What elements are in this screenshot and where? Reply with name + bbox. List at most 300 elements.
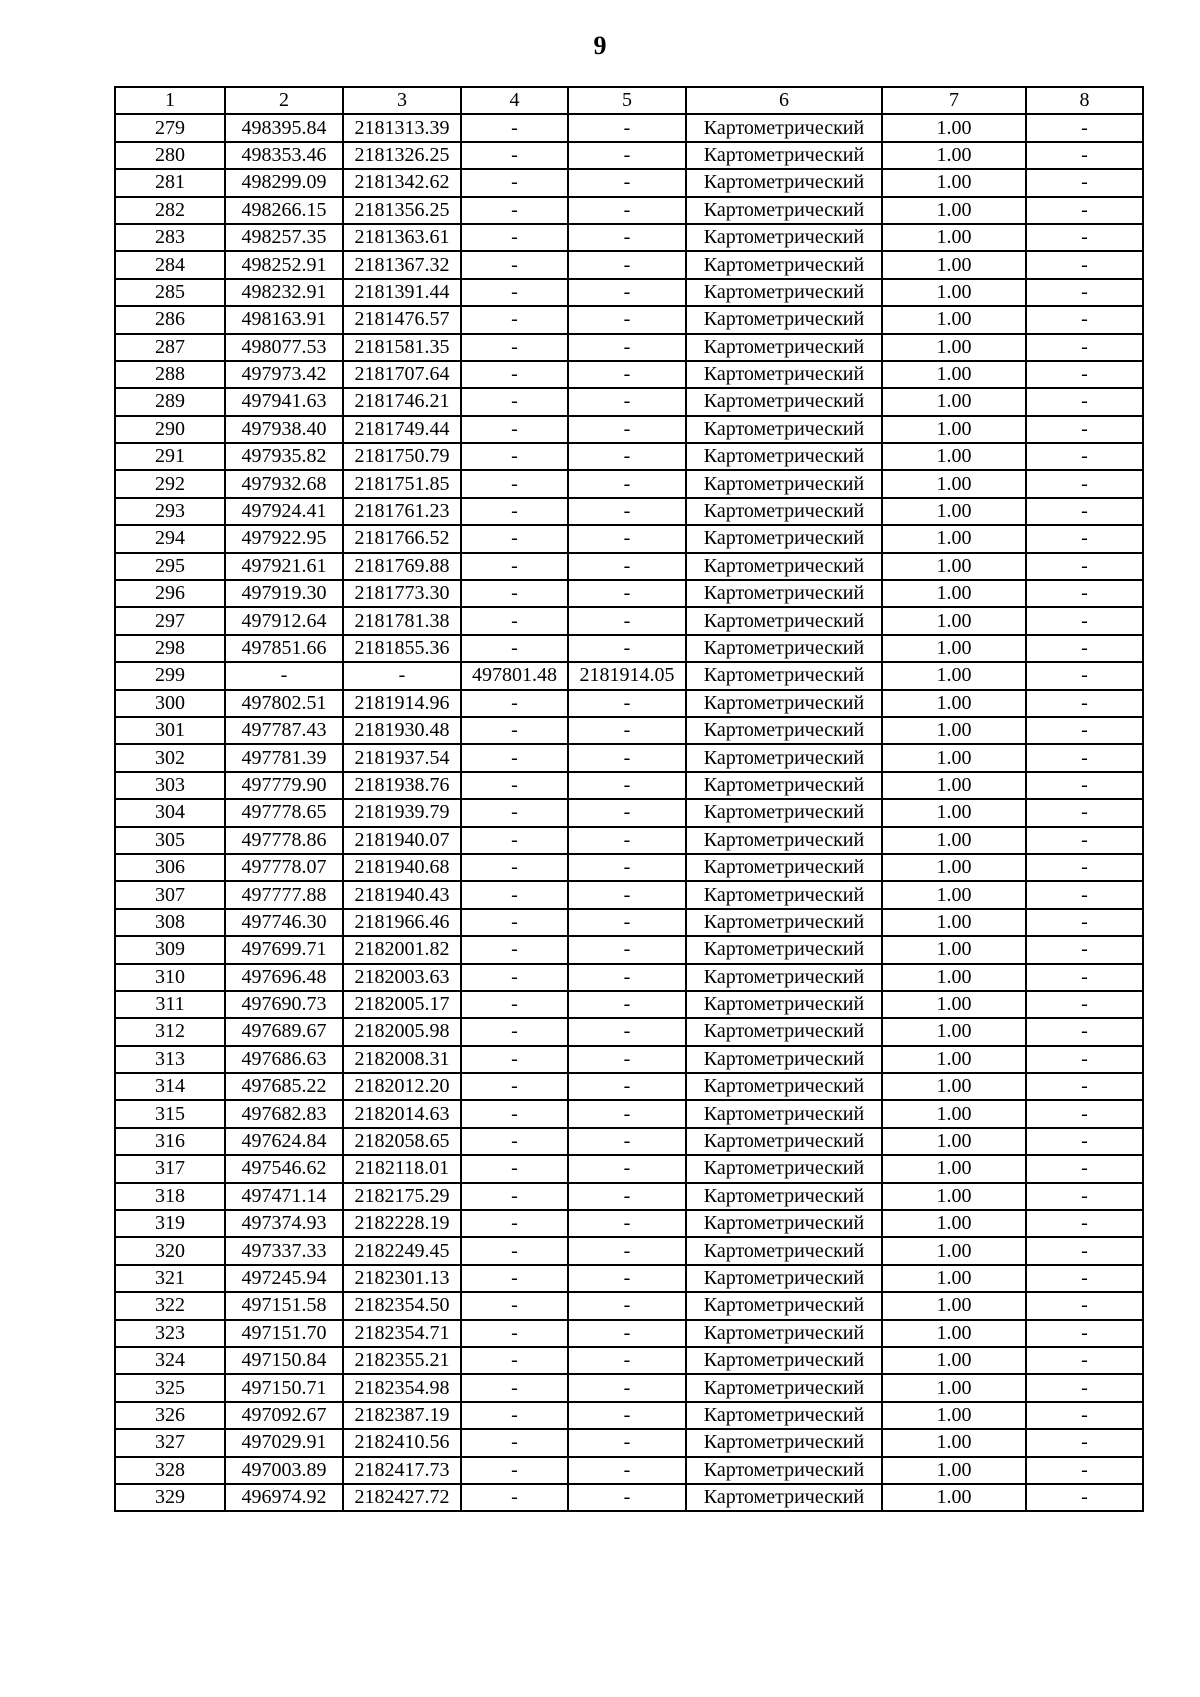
table-cell: 497924.41 — [225, 498, 343, 525]
table-cell: 1.00 — [882, 1183, 1026, 1210]
table-cell: - — [461, 772, 568, 799]
table-cell: 497941.63 — [225, 388, 343, 415]
column-header: 4 — [461, 87, 568, 114]
table-cell: 313 — [115, 1046, 225, 1073]
table-cell: - — [1026, 1429, 1143, 1456]
table-cell: - — [461, 114, 568, 141]
table-cell: 1.00 — [882, 279, 1026, 306]
table-cell: 2181707.64 — [343, 361, 461, 388]
table-cell: Картометрический — [686, 909, 882, 936]
page-number: 9 — [593, 31, 607, 60]
table-cell: - — [461, 827, 568, 854]
table-cell: - — [461, 553, 568, 580]
table-cell: Картометрический — [686, 1237, 882, 1264]
table-cell: - — [568, 525, 686, 552]
table-cell: - — [1026, 881, 1143, 908]
table-cell: - — [1026, 525, 1143, 552]
table-cell: Картометрический — [686, 717, 882, 744]
table-cell: 497689.67 — [225, 1018, 343, 1045]
table-cell: 1.00 — [882, 662, 1026, 689]
table-cell: - — [568, 827, 686, 854]
table-cell: 498232.91 — [225, 279, 343, 306]
table-cell: - — [568, 1155, 686, 1182]
table-cell: 308 — [115, 909, 225, 936]
table-cell: Картометрический — [686, 881, 882, 908]
table-cell: 1.00 — [882, 854, 1026, 881]
table-cell: 2182354.50 — [343, 1292, 461, 1319]
table-cell: Картометрический — [686, 142, 882, 169]
table-cell: - — [461, 306, 568, 333]
table-row — [115, 881, 1143, 908]
table-cell: 302 — [115, 744, 225, 771]
table-cell: - — [568, 470, 686, 497]
table-cell: - — [568, 224, 686, 251]
table-cell: 1.00 — [882, 1292, 1026, 1319]
table-cell: - — [461, 251, 568, 278]
table-cell: 2181342.62 — [343, 169, 461, 196]
table-cell: 498299.09 — [225, 169, 343, 196]
table-row — [115, 1073, 1143, 1100]
table-row — [115, 1018, 1143, 1045]
table-cell: 319 — [115, 1210, 225, 1237]
table-cell: 497092.67 — [225, 1402, 343, 1429]
table-cell: 1.00 — [882, 443, 1026, 470]
table-cell: - — [1026, 1292, 1143, 1319]
table-cell: Картометрический — [686, 1402, 882, 1429]
table-cell: - — [568, 1484, 686, 1511]
table-cell: 2181781.38 — [343, 607, 461, 634]
table-cell: - — [461, 169, 568, 196]
table-cell: 497151.70 — [225, 1320, 343, 1347]
table-cell: - — [461, 717, 568, 744]
table-cell: 321 — [115, 1265, 225, 1292]
table-cell: 1.00 — [882, 197, 1026, 224]
table-cell: Картометрический — [686, 580, 882, 607]
table-cell: 497029.91 — [225, 1429, 343, 1456]
table-cell: 315 — [115, 1100, 225, 1127]
table-cell: 498353.46 — [225, 142, 343, 169]
table-cell: - — [461, 1155, 568, 1182]
table-cell: 294 — [115, 525, 225, 552]
table-cell: 296 — [115, 580, 225, 607]
table-cell: - — [568, 169, 686, 196]
table-cell: 1.00 — [882, 909, 1026, 936]
table-cell: - — [1026, 690, 1143, 717]
table-cell: - — [568, 635, 686, 662]
table-cell: Картометрический — [686, 279, 882, 306]
table-row — [115, 197, 1143, 224]
table-cell: - — [568, 881, 686, 908]
table-cell: 2181326.25 — [343, 142, 461, 169]
table-cell: 2182058.65 — [343, 1128, 461, 1155]
table-cell: Картометрический — [686, 772, 882, 799]
table-cell: 2181363.61 — [343, 224, 461, 251]
table-cell: 2181940.07 — [343, 827, 461, 854]
table-cell: 316 — [115, 1128, 225, 1155]
table-cell: - — [461, 854, 568, 881]
table-cell: - — [568, 1128, 686, 1155]
table-cell: 1.00 — [882, 607, 1026, 634]
table-cell: - — [1026, 827, 1143, 854]
table-cell: Картометрический — [686, 1073, 882, 1100]
table-cell: 1.00 — [882, 1210, 1026, 1237]
table-cell: 1.00 — [882, 525, 1026, 552]
table-cell: 2182301.13 — [343, 1265, 461, 1292]
table-cell: - — [568, 416, 686, 443]
table-cell: Картометрический — [686, 1374, 882, 1401]
table-cell: - — [1026, 498, 1143, 525]
table-cell: 2181930.48 — [343, 717, 461, 744]
table-row — [115, 142, 1143, 169]
table-row — [115, 1237, 1143, 1264]
table-cell: - — [568, 1402, 686, 1429]
table-cell: 1.00 — [882, 1155, 1026, 1182]
table-cell: 497686.63 — [225, 1046, 343, 1073]
table-cell: - — [568, 772, 686, 799]
table-cell: - — [568, 306, 686, 333]
table-cell: 497787.43 — [225, 717, 343, 744]
table-cell: 298 — [115, 635, 225, 662]
table-cell: - — [1026, 991, 1143, 1018]
table-cell: 1.00 — [882, 1237, 1026, 1264]
table-cell: Картометрический — [686, 827, 882, 854]
table-cell: 289 — [115, 388, 225, 415]
table-cell: 287 — [115, 334, 225, 361]
table-cell: 497778.86 — [225, 827, 343, 854]
table-cell: - — [461, 1320, 568, 1347]
table-cell: - — [461, 443, 568, 470]
table-cell: 1.00 — [882, 1046, 1026, 1073]
table-cell: 2181938.76 — [343, 772, 461, 799]
table-cell: - — [568, 964, 686, 991]
table-cell: - — [568, 1320, 686, 1347]
table-cell: 1.00 — [882, 690, 1026, 717]
table-cell: Картометрический — [686, 1457, 882, 1484]
table-cell: - — [1026, 580, 1143, 607]
table-cell: - — [1026, 662, 1143, 689]
table-cell: 2182417.73 — [343, 1457, 461, 1484]
table-cell: - — [343, 662, 461, 689]
table-cell: - — [461, 470, 568, 497]
table-cell: Картометрический — [686, 388, 882, 415]
table-cell: 1.00 — [882, 1484, 1026, 1511]
table-cell: - — [568, 991, 686, 1018]
table-cell: 2181761.23 — [343, 498, 461, 525]
table-row — [115, 799, 1143, 826]
table-cell: - — [1026, 169, 1143, 196]
table-row — [115, 991, 1143, 1018]
table-cell: 497922.95 — [225, 525, 343, 552]
table-cell: 1.00 — [882, 1347, 1026, 1374]
table-row — [115, 662, 1143, 689]
table-cell: 2182001.82 — [343, 936, 461, 963]
table-cell: 497851.66 — [225, 635, 343, 662]
table-cell: 497696.48 — [225, 964, 343, 991]
table-cell: 497801.48 — [461, 662, 568, 689]
table-cell: 306 — [115, 854, 225, 881]
table-cell: - — [568, 443, 686, 470]
table-cell: 497932.68 — [225, 470, 343, 497]
table-row — [115, 1429, 1143, 1456]
table-cell: - — [461, 580, 568, 607]
table-cell: Картометрический — [686, 936, 882, 963]
table-cell: - — [568, 1429, 686, 1456]
table-cell: - — [461, 361, 568, 388]
table-row — [115, 470, 1143, 497]
table-cell: - — [568, 553, 686, 580]
table-cell: Картометрический — [686, 1183, 882, 1210]
table-cell: - — [1026, 1046, 1143, 1073]
table-cell: 497912.64 — [225, 607, 343, 634]
table-cell: 1.00 — [882, 1100, 1026, 1127]
table-cell: 280 — [115, 142, 225, 169]
table-cell: - — [1026, 1018, 1143, 1045]
table-cell: - — [461, 1100, 568, 1127]
table-cell: - — [1026, 388, 1143, 415]
table-cell: 497781.39 — [225, 744, 343, 771]
table-cell: 314 — [115, 1073, 225, 1100]
table-cell: 497471.14 — [225, 1183, 343, 1210]
table-cell: 2182249.45 — [343, 1237, 461, 1264]
table-cell: - — [568, 936, 686, 963]
table-cell: 1.00 — [882, 169, 1026, 196]
table-cell: 2181914.05 — [568, 662, 686, 689]
table-cell: 279 — [115, 114, 225, 141]
table-cell: - — [568, 114, 686, 141]
column-header: 8 — [1026, 87, 1143, 114]
table-cell: 2182228.19 — [343, 1210, 461, 1237]
table-cell: - — [568, 580, 686, 607]
table-cell: 286 — [115, 306, 225, 333]
table-row — [115, 772, 1143, 799]
table-cell: 2181773.30 — [343, 580, 461, 607]
table-cell: 2182410.56 — [343, 1429, 461, 1456]
table-row — [115, 1320, 1143, 1347]
table-cell: - — [461, 881, 568, 908]
table-cell: 497151.58 — [225, 1292, 343, 1319]
table-cell: - — [1026, 964, 1143, 991]
table-cell: Картометрический — [686, 525, 882, 552]
table-cell: - — [1026, 197, 1143, 224]
table-cell: 307 — [115, 881, 225, 908]
table-cell: 1.00 — [882, 827, 1026, 854]
table-cell: - — [461, 635, 568, 662]
table-cell: 2181855.36 — [343, 635, 461, 662]
table-cell: - — [1026, 799, 1143, 826]
table-row — [115, 635, 1143, 662]
table-cell: - — [461, 991, 568, 1018]
table-cell: 312 — [115, 1018, 225, 1045]
table-cell: 299 — [115, 662, 225, 689]
table-cell: 1.00 — [882, 388, 1026, 415]
table-cell: - — [568, 717, 686, 744]
table-cell: 497624.84 — [225, 1128, 343, 1155]
table-cell: - — [461, 690, 568, 717]
table-cell: - — [461, 142, 568, 169]
table-cell: - — [568, 1183, 686, 1210]
table-cell: 1.00 — [882, 224, 1026, 251]
table-cell: - — [568, 142, 686, 169]
table-cell: 326 — [115, 1402, 225, 1429]
table-cell: 1.00 — [882, 416, 1026, 443]
table-cell: 2181914.96 — [343, 690, 461, 717]
table-cell: 291 — [115, 443, 225, 470]
table-cell: Картометрический — [686, 1100, 882, 1127]
table-cell: 498252.91 — [225, 251, 343, 278]
table-cell: - — [1026, 1265, 1143, 1292]
table-cell: - — [461, 936, 568, 963]
table-cell: - — [461, 744, 568, 771]
table-row — [115, 607, 1143, 634]
table-cell: Картометрический — [686, 1429, 882, 1456]
table-cell: - — [1026, 470, 1143, 497]
table-row — [115, 744, 1143, 771]
table-cell: - — [568, 197, 686, 224]
table-cell: 1.00 — [882, 1073, 1026, 1100]
table-cell: 301 — [115, 717, 225, 744]
table-row — [115, 498, 1143, 525]
table-cell: - — [461, 416, 568, 443]
table-cell: - — [568, 361, 686, 388]
table-cell: 497699.71 — [225, 936, 343, 963]
table-cell: 283 — [115, 224, 225, 251]
table-cell: 320 — [115, 1237, 225, 1264]
table-cell: Картометрический — [686, 169, 882, 196]
table-cell: - — [1026, 224, 1143, 251]
table-cell: 2182008.31 — [343, 1046, 461, 1073]
table-cell: - — [461, 1073, 568, 1100]
table-cell: - — [568, 498, 686, 525]
table-cell: - — [568, 799, 686, 826]
table-cell: - — [568, 1265, 686, 1292]
column-header: 6 — [686, 87, 882, 114]
table-cell: - — [568, 744, 686, 771]
table-row — [115, 1374, 1143, 1401]
table-row — [115, 1128, 1143, 1155]
table-cell: - — [1026, 443, 1143, 470]
table-cell: 2181391.44 — [343, 279, 461, 306]
table-row — [115, 553, 1143, 580]
table-cell: 2181581.35 — [343, 334, 461, 361]
table-cell: 1.00 — [882, 1265, 1026, 1292]
table-cell: Картометрический — [686, 1210, 882, 1237]
table-cell: - — [1026, 251, 1143, 278]
table-cell: 2182427.72 — [343, 1484, 461, 1511]
table-cell: 1.00 — [882, 306, 1026, 333]
table-cell: - — [568, 1100, 686, 1127]
table-cell: - — [461, 964, 568, 991]
table-cell: 2182003.63 — [343, 964, 461, 991]
table-cell: 497245.94 — [225, 1265, 343, 1292]
table-cell: - — [568, 1046, 686, 1073]
table-cell: 1.00 — [882, 717, 1026, 744]
table-cell: Картометрический — [686, 1018, 882, 1045]
table-row — [115, 416, 1143, 443]
table-cell: - — [1026, 744, 1143, 771]
table-cell: - — [1026, 1073, 1143, 1100]
table-row — [115, 1183, 1143, 1210]
table-cell: 288 — [115, 361, 225, 388]
table-cell: 1.00 — [882, 142, 1026, 169]
table-cell: - — [568, 388, 686, 415]
table-cell: 2181766.52 — [343, 525, 461, 552]
table-cell: - — [461, 279, 568, 306]
table-cell: Картометрический — [686, 443, 882, 470]
table-cell: - — [1026, 1237, 1143, 1264]
table-cell: 328 — [115, 1457, 225, 1484]
table-row — [115, 1457, 1143, 1484]
table-cell: - — [1026, 114, 1143, 141]
table-row — [115, 827, 1143, 854]
table-cell: - — [1026, 772, 1143, 799]
table-cell: 2181356.25 — [343, 197, 461, 224]
table-cell: 1.00 — [882, 772, 1026, 799]
table-cell: 498163.91 — [225, 306, 343, 333]
table-cell: 290 — [115, 416, 225, 443]
table-row — [115, 580, 1143, 607]
table-row — [115, 1347, 1143, 1374]
table-cell: - — [461, 1292, 568, 1319]
table-cell: - — [1026, 1183, 1143, 1210]
coordinates-table — [114, 86, 1144, 1512]
table-cell: 497546.62 — [225, 1155, 343, 1182]
table-cell: 2181750.79 — [343, 443, 461, 470]
table-row — [115, 690, 1143, 717]
table-cell: 497921.61 — [225, 553, 343, 580]
table-cell: - — [461, 1018, 568, 1045]
table-cell: 2182014.63 — [343, 1100, 461, 1127]
table-cell: Картометрический — [686, 964, 882, 991]
table-cell: 2182354.98 — [343, 1374, 461, 1401]
table-cell: Картометрический — [686, 1292, 882, 1319]
table-cell: - — [1026, 1100, 1143, 1127]
table-cell: 498395.84 — [225, 114, 343, 141]
table-cell: - — [1026, 607, 1143, 634]
table-row — [115, 1046, 1143, 1073]
table-cell: - — [568, 909, 686, 936]
table-cell: - — [568, 690, 686, 717]
table-row — [115, 251, 1143, 278]
table-cell: - — [568, 1237, 686, 1264]
table-cell: Картометрический — [686, 197, 882, 224]
column-header: 2 — [225, 87, 343, 114]
table-cell: - — [461, 607, 568, 634]
column-header: 7 — [882, 87, 1026, 114]
table-cell: 498077.53 — [225, 334, 343, 361]
table-cell: 1.00 — [882, 1018, 1026, 1045]
table-cell: 1.00 — [882, 744, 1026, 771]
table-row — [115, 1402, 1143, 1429]
table-cell: 303 — [115, 772, 225, 799]
table-cell: 1.00 — [882, 498, 1026, 525]
table-cell: - — [1026, 361, 1143, 388]
table-cell: 327 — [115, 1429, 225, 1456]
table-cell: - — [461, 197, 568, 224]
table-cell: - — [1026, 1347, 1143, 1374]
table-cell: Картометрический — [686, 1347, 882, 1374]
table-cell: Картометрический — [686, 498, 882, 525]
table-cell: - — [1026, 1128, 1143, 1155]
table-cell: 285 — [115, 279, 225, 306]
table-cell: - — [461, 1237, 568, 1264]
table-cell: 1.00 — [882, 1320, 1026, 1347]
table-cell: Картометрический — [686, 224, 882, 251]
table-cell: 497682.83 — [225, 1100, 343, 1127]
table-cell: 304 — [115, 799, 225, 826]
table-cell: 309 — [115, 936, 225, 963]
table-cell: 305 — [115, 827, 225, 854]
table-cell: 1.00 — [882, 881, 1026, 908]
